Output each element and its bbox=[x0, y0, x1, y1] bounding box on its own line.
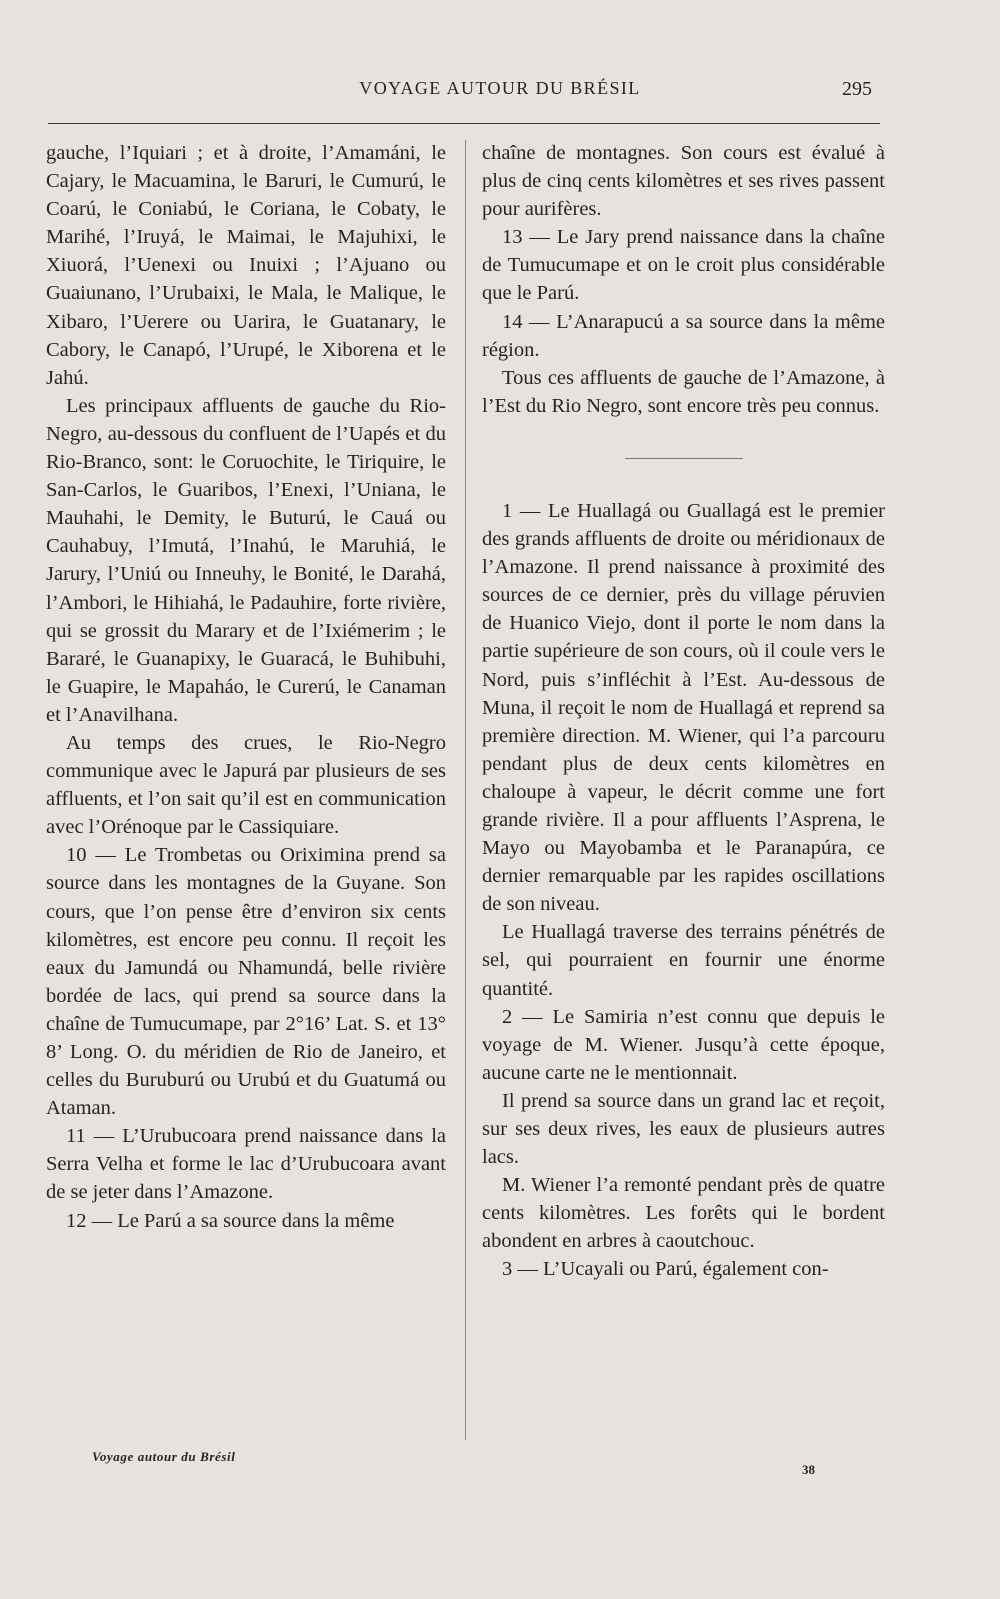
paragraph: M. Wiener l’a remonté pendant près de quatre cents kilomètres. Les forêts qui le bordent abondent en arbres à caoutchouc. bbox=[482, 1174, 885, 1253]
section-separator bbox=[625, 458, 743, 459]
paragraph: 2 — Le Samiria n’est connu que depuis le voyage de M. Wiener. Jusqu’à cette époque, aucune carte ne le mentionnait. bbox=[482, 1005, 885, 1084]
paragraph: 3 — L’Ucayali ou Parú, également con- bbox=[502, 1258, 829, 1281]
column-divider bbox=[465, 140, 466, 1440]
header-rule bbox=[48, 123, 880, 124]
paragraph: 13 — Le Jary prend naissance dans la chaîne de Tumucumape et on le croit plus considérable que le Parú. bbox=[482, 226, 885, 305]
paragraph: 14 — L’Anarapucú a sa source dans la même région. bbox=[482, 310, 885, 361]
paragraph: Le Huallagá traverse des terrains pénétrés de sel, qui pourraient en fournir une énorme quantité. bbox=[482, 921, 885, 1000]
paragraph: 1 — Le Huallagá ou Guallagá est le premier des grands affluents de droite ou méridionaux de l’Amazone. Il prend naissance à proximité des sources de ce dernier, près du village péruvien de Huanico Viejo, dont il porte le nom dans la partie supérieure de son cours, où il coule vers le Nord, puis s’infléchit à l’Est. Au-dessous de Muna, il reçoit le nom de Huallagá et reprend sa première direction. M. Wiener, qui l’a parcouru pendant plus de deux cents kilomètres en chaloupe à vapeur, le décrit comme une fort grande rivière. Il a pour affluents l’Asprena, le Mayo ou Mayobamba et le Paranapúra, ce dernier remarquable par les rapides oscillations de son niveau. bbox=[482, 499, 885, 916]
left-column bbox=[46, 139, 446, 1235]
paragraph: Tous ces affluents de gauche de l’Amazone, à l’Est du Rio Negro, sont encore très peu connus. bbox=[482, 366, 885, 417]
paragraph: 11 — L’Urubucoara prend naissance dans la Serra Velha et forme le lac d’Urubucoara avant de se jeter dans l’Amazone. bbox=[46, 1125, 446, 1204]
paragraph: 12 — Le Parú a sa source dans la même bbox=[66, 1209, 395, 1232]
page-number: 295 bbox=[842, 78, 872, 100]
paragraph: gauche, l’Iquiari ; et à droite, l’Amamáni, le Cajary, le Macuamina, le Baruri, le Cumurú, le Coarú, le Coniabú, le Coriana, le Cobaty, le Marihé, l’Iruyá, le Maimai, le Majuhixi, le Xiuorá, l’Uenexi ou Inuixi ; l’Ajuano ou Guaiunano, l’Urubaixi, le Mala, le Malique, le Xibaro, l’Uerere ou Uarira, le Guatanary, le Cabory, le Canapó, l’Urupé, le Xiborena et le Jahú. bbox=[46, 142, 446, 389]
paragraph: chaîne de montagnes. Son cours est évalué à plus de cinq cents kilomètres et ses rives passent pour aurifères. bbox=[482, 142, 885, 221]
paragraph: Les principaux affluents de gauche du Rio-Negro, au-dessous du confluent de l’Uapés et du Rio-Branco, sont: le Coruochite, le Tiriquire, le San-Carlos, le Guaribos, l’Enexi, l’Uniana, le Mauhahi, le Demity, le Buturú, le Cauá ou Cauhabuy, l’Imutá, l’Inahú, le Maruhiá, le Jarury, l’Uniú ou Inneuhy, le Bonité, le Darahá, l’Ambori, le Hihiahá, le Padauhire, forte rivière, qui se grossit du Marary et de l’Ixiémerim ; le Bararé, le Guanapixy, le Guaracá, le Buhibuhi, le Guapire, le Mapaháo, le Curerú, le Canaman et l’Anavilhana. bbox=[46, 394, 446, 726]
paragraph: Il prend sa source dans un grand lac et reçoit, sur ses deux rives, les eaux de plusieurs autres lacs. bbox=[482, 1089, 885, 1169]
paragraph: Au temps des crues, le Rio-Negro communique avec le Japurá par plusieurs de ses affluents, et l’on sait qu’il est en communication avec l’Orénoque par le Cassiquiare. bbox=[46, 731, 446, 839]
paragraph: 10 — Le Trombetas ou Oriximina prend sa source dans les montagnes de la Guyane. Son cours, que l’on pense être d’environ six cents kilomètres, est encore peu connu. Il reçoit les eaux du Jamundá ou Nhamundá, belle rivière bordée de lacs, qui prend sa source dans la chaîne de Tumucumape, par 2°16’ Lat. S. et 13° 8’ Long. O. du méridien de Rio de Janeiro, et celles du Buruburú ou Urubú et du Guatumá ou Ataman. bbox=[46, 844, 446, 1120]
right-column bbox=[482, 139, 885, 1284]
page-title: VOYAGE AUTOUR DU BRÉSIL bbox=[359, 78, 641, 98]
footer-book-title: Voyage autour du Brésil bbox=[92, 1449, 236, 1464]
signature-mark: 38 bbox=[802, 1462, 815, 1477]
